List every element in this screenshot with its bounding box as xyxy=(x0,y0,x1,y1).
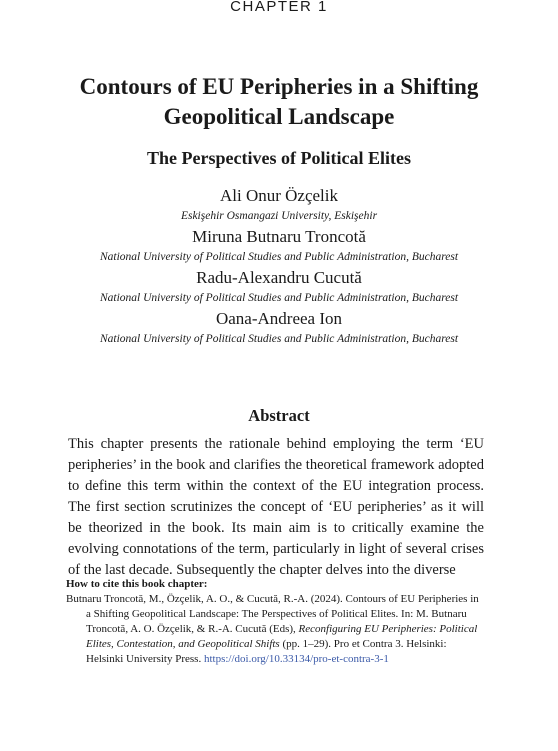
author-name: Radu-Alexandru Cucută xyxy=(196,268,362,287)
doi-link[interactable]: https://doi.org/10.33134/pro-et-contra-3-1 xyxy=(203,653,389,665)
chapter-label: CHAPTER 1 xyxy=(230,0,328,15)
author-name: Ali Onur Özçelik xyxy=(219,186,339,205)
author-name: Miruna Butnaru Troncotă xyxy=(192,227,366,246)
citation-part-2: (pp. 1–29). Pro et Contra 3. Helsinki: Helsinki University Press. xyxy=(86,638,447,665)
citation-book-title: Reconfiguring EU Peripheries: Political Elites, Contestation, and Geopolitical Shifts xyxy=(86,623,478,650)
author-name: Oana-Andreea Ion xyxy=(215,309,342,328)
author-affiliation: National University of Political Studies and Public Administration, Bucharest xyxy=(99,251,459,263)
author-affiliation: National University of Political Studies and Public Administration, Bucharest xyxy=(99,292,459,304)
citation-text xyxy=(66,592,486,667)
author-affiliation: National University of Political Studies and Public Administration, Bucharest xyxy=(99,333,459,345)
chapter-title: Contours of EU Peripheries in a Shifting Geopolitical Landscape xyxy=(79,74,479,129)
author-affiliation: Eskişehir Osmangazi University, Eskişehir xyxy=(180,210,378,222)
abstract-heading: Abstract xyxy=(248,406,310,425)
citation-block xyxy=(66,577,486,667)
abstract-text: This chapter presents the rationale behind employing the term ‘EU peripheries’ in the book and clarifies the theoretical framework adopted to define this term within the context of the EU integration process. The first section scrutinizes the concept of ‘EU peripheries’ as it will be theorized in the book. Its main aim is to critically examine the evolving connotations of the term, particularly in light of several crises of the last decade. Subsequently the chapter delves into the diverse xyxy=(68,436,484,578)
citation-part-1: Butnaru Troncotă, M., Özçelik, A. O., & Cucută, R.-A. (2024). Contours of EU Peripheries in a Shifting Geopolitical Landscape: The Perspectives of Political Elites. In: M. Butnaru Troncotă, A. O. Özçelik, & R.-A. Cucută (Eds), xyxy=(66,593,479,635)
citation-heading: How to cite this book chapter: xyxy=(66,578,208,590)
author-list xyxy=(30,184,528,348)
chapter-subtitle: The Perspectives of Political Elites xyxy=(147,148,411,168)
